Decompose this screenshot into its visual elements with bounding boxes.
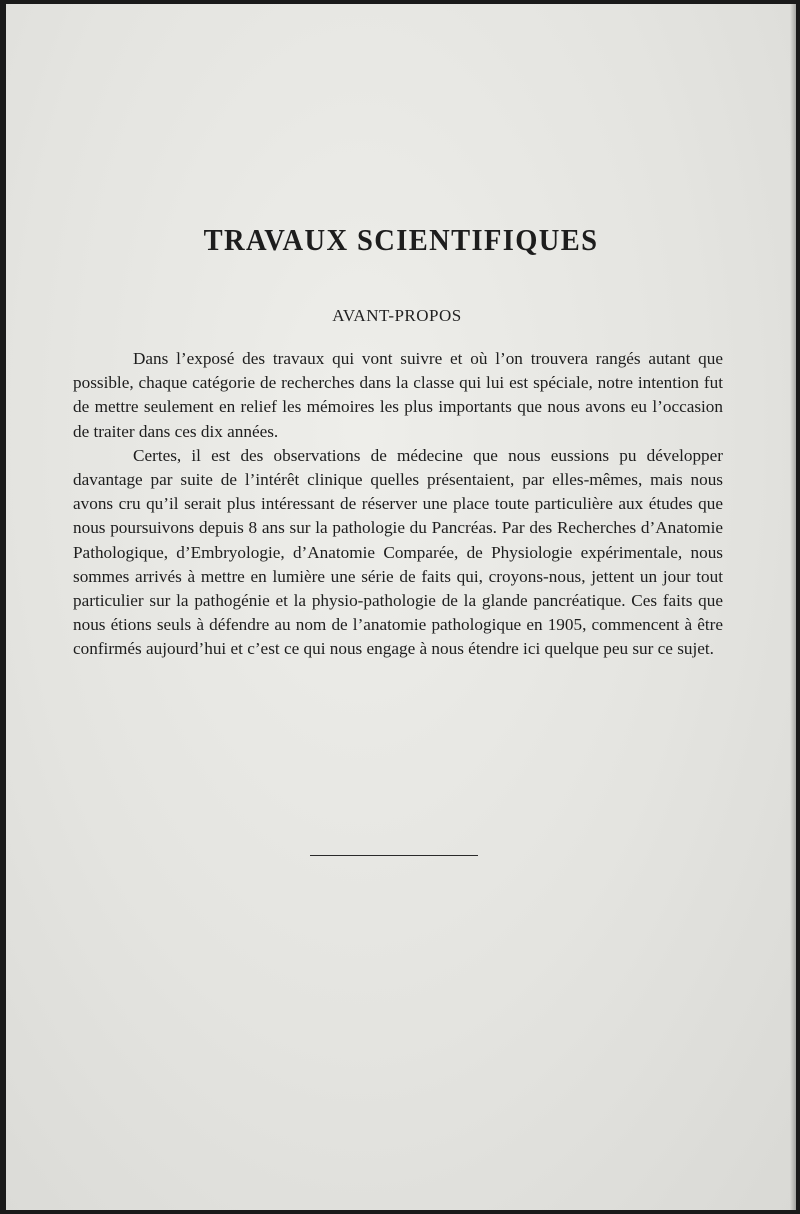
page-title: TRAVAUX SCIENTIFIQUES (203, 222, 599, 257)
body-text (73, 347, 723, 662)
section-heading: AVANT-PROPOS (332, 306, 462, 325)
page-edge-shadow (790, 4, 796, 1210)
paragraph-1: Dans l’exposé des travaux qui vont suivre et où l’on trouvera rangés autant que possible, chaque catégorie de recherches dans la classe qui lui est spéciale, notre intention fut de mettre seulement en relief les mémoires les plus importants que nous avons eu l’occasion de traiter dans ces dix années. (73, 349, 723, 441)
paragraph-2: Certes, il est des observations de médecine que nous eussions pu développer davantage par suite de l’intérêt clinique quelles présentaient, par elles-mêmes, mais nous avons cru qu’il serait plus intéressant de réserver une place toute particulière aux études que nous poursuivons depuis 8 ans sur la pathologie du Pancréas. Par des Recherches d’Anatomie Pathologique, d’Embryologie, d’Anatomie Comparée, de Physiologie expérimentale, nous sommes arrivés à mettre en lumière une série de faits qui, croyons-nous, jettent un jour tout particulier sur la pathogénie et la physio-pathologie de la glande pancréatique. Ces faits que nous étions seuls à défendre au nom de l’anatomie pathologique en 1905, commencent à être confirmés aujourd’hui et c’est ce qui nous engage à nous étendre ici quelque peu sur ce sujet. (73, 445, 723, 659)
document-page (6, 4, 796, 1210)
horizontal-rule (310, 855, 478, 856)
